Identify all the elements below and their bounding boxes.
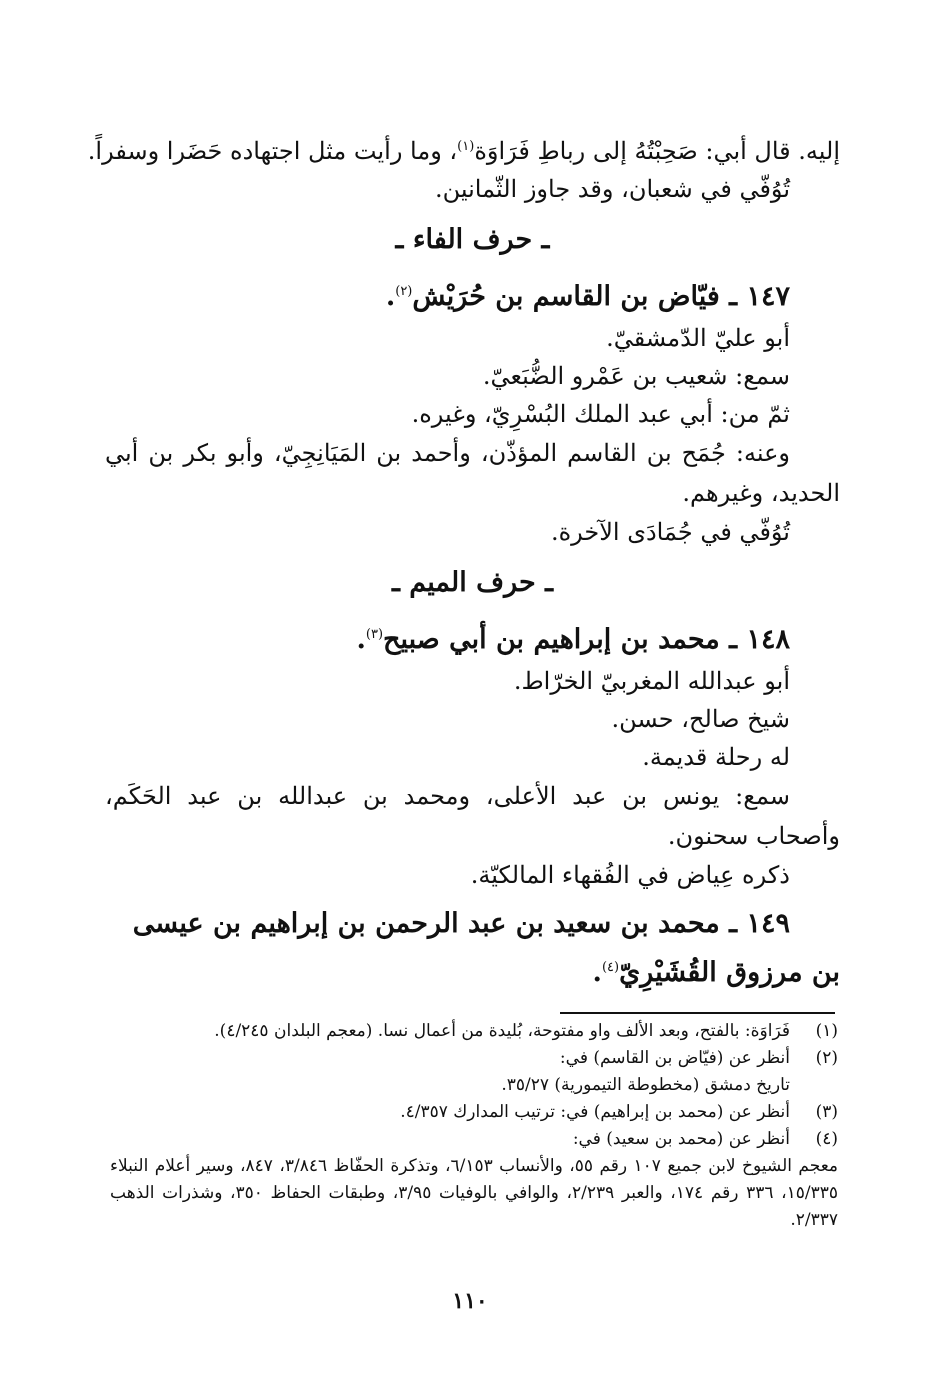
- footnote-ref-3[interactable]: (٣): [365, 627, 384, 642]
- entry-148-line: له رحلة قديمة.: [642, 743, 790, 771]
- footnote-3: [110, 1099, 838, 1126]
- footnote-ref-1[interactable]: (١): [457, 139, 475, 154]
- entry-147-title: ١٤٧ ـ فيّاض بن القاسم بن حُرَيْش$^{(٢)}$.: [385, 281, 790, 312]
- entry-147-an: وعنه: جُمَح بن القاسم المؤذّن، وأحمد بن المَيَانِجِيّ، وأبو بكر بن أبي الحديد، وغيرهم.: [105, 439, 840, 507]
- footnote-2-cont: تاريخ دمشق (مخطوطة التيمورية) ٣٥/٢٧.: [501, 1075, 790, 1095]
- entry-149-title: ١٤٩ ـ محمد بن سعيد بن عبد الرحمن بن إبراهيم بن عيسى بن مرزوق القُشَيْرِيّ$^{(٤)}$.: [132, 908, 840, 988]
- page-number: ١١٠: [452, 1288, 488, 1314]
- footnote-1: [110, 1018, 838, 1045]
- footnote-divider: [560, 1012, 835, 1014]
- footnote-2: [110, 1045, 838, 1072]
- footnote-text: أنظر عن (فيّاض بن القاسم) في:: [559, 1048, 790, 1068]
- footnote-text: فَرَاوَة: بالفتح، وبعد الألف واو مفتوحة، بُليدة من أعمال نسا. (معجم البلدان ٤/٢٤٥).: [214, 1021, 790, 1041]
- intro-line-1: إليه. قال أبي: صَحِبْتُهُ إلى رباطِ فَرَاوَة$^{(١)}$، وما رأيت مثل اجتهاده حَضَرا وسفراً.: [87, 137, 840, 165]
- entry-147-line: ثمّ من: أبي عبد الملك البُسْرِيّ، وغيره.: [411, 400, 790, 428]
- footnotes: [110, 1018, 838, 1234]
- footnote-4: [110, 1126, 838, 1153]
- intro-line-2: تُوُفّي في شعبان، وقد جاوز الثّمانين.: [434, 175, 790, 203]
- entry-148-sama: سمع: يونس بن عبد الأعلى، ومحمد بن عبدالله بن عبد الحَكَم، وأصحاب سحنون.: [105, 782, 840, 850]
- entry-148-dhakara: ذكره عِياض في الفُقهاء المالكيّة.: [470, 861, 790, 889]
- footnote-text: أنظر عن (محمد بن إبراهيم) في: ترتيب المدارك ٤/٣٥٧.: [400, 1102, 790, 1122]
- footnote-ref-2[interactable]: (٢): [395, 284, 413, 299]
- entry-147-death: تُوُفّي في جُمَادَى الآخرة.: [550, 518, 790, 546]
- entry-147-line: أبو عليّ الدّمشقيّ.: [606, 324, 790, 352]
- heading-harf-al-mim: ـ حرف الميم ـ: [391, 567, 554, 598]
- entry-147-line: سمع: شعيب بن عَمْرو الضُّبَعيّ.: [482, 362, 790, 390]
- entry-148-line: شيخ صالح، حسن.: [611, 705, 790, 733]
- heading-harf-al-fa: ـ حرف الفاء ـ: [395, 224, 550, 255]
- entry-148-title: ١٤٨ ـ محمد بن إبراهيم بن أبي صبيح$^{(٣)}$.: [356, 624, 790, 655]
- entry-148-line: أبو عبدالله المغربيّ الخرّاط.: [513, 667, 790, 695]
- footnote-number: (٣): [815, 1102, 838, 1122]
- footnote-number: (١): [815, 1021, 838, 1041]
- footnote-text: أنظر عن (محمد بن سعيد) في:: [572, 1129, 790, 1149]
- footnote-4-cont: معجم الشيوخ لابن جميع ١٠٧ رقم ٥٥، والأنساب ٦/١٥٣، وتذكرة الحفّاظ ٣/٨٤٦، ٨٤٧، وسير أعلام النبلاء ١٥/٣٣٥، ٣٣٦ رقم ١٧٤، والعبر ٢/٢٣٩، والوافي بالوفيات ٣/٩٥، وطبقات الحفاظ ٣٥٠، وشذرات الذهب ٢/٣٣٧.: [110, 1156, 839, 1230]
- page-body: [87, 128, 840, 995]
- footnote-number: (٢): [815, 1048, 838, 1068]
- footnote-ref-4[interactable]: (٤): [601, 960, 620, 975]
- footnote-number: (٤): [815, 1129, 838, 1149]
